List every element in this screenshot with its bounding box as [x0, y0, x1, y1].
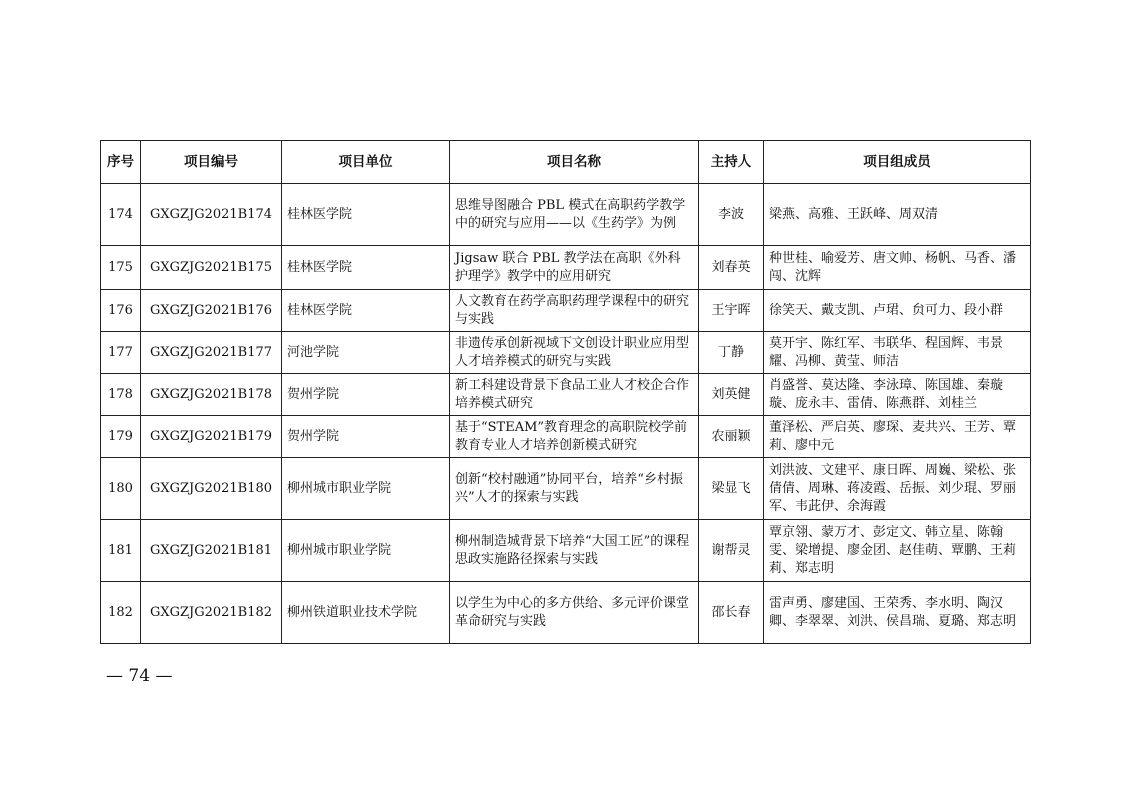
- cell-members: 莫开宇、陈红军、韦联华、程国辉、韦景耀、冯柳、黄莹、师洁: [764, 332, 1031, 374]
- cell-host: 谢帮灵: [699, 520, 764, 582]
- cell-name: 新工科建设背景下食品工业人才校企合作培养模式研究: [450, 374, 699, 416]
- cell-seq: 175: [101, 246, 141, 290]
- cell-unit: 桂林医学院: [282, 184, 450, 246]
- cell-host: 李波: [699, 184, 764, 246]
- cell-unit: 柳州城市职业学院: [282, 458, 450, 520]
- table-header: [101, 141, 1031, 184]
- page-number: — 74 —: [106, 666, 173, 686]
- cell-members: 董泽松、严启英、廖琛、麦共兴、王芳、覃莉、廖中元: [764, 416, 1031, 458]
- cell-name: 人文教育在药学高职药理学课程中的研究与实践: [450, 290, 699, 332]
- cell-unit: 贺州学院: [282, 416, 450, 458]
- cell-code: GXGZJG2021B182: [141, 582, 282, 644]
- cell-code: GXGZJG2021B177: [141, 332, 282, 374]
- cell-name: Jigsaw 联合 PBL 教学法在高职《外科护理学》教学中的应用研究: [450, 246, 699, 290]
- table-row: [101, 416, 1031, 458]
- table-row: [101, 582, 1031, 644]
- cell-members: 覃京翎、蒙万才、彭定文、韩立星、陈翰雯、梁增提、廖金团、赵佳萌、覃鹏、王莉莉、郑志明: [764, 520, 1031, 582]
- cell-code: GXGZJG2021B180: [141, 458, 282, 520]
- cell-name: 思维导图融合 PBL 模式在高职药学教学中的研究与应用——以《生药学》为例: [450, 184, 699, 246]
- cell-code: GXGZJG2021B175: [141, 246, 282, 290]
- cell-name: 创新“校村融通”协同平台，培养“乡村振兴”人才的探索与实践: [450, 458, 699, 520]
- cell-name: 柳州制造城背景下培养“大国工匠”的课程思政实施路径探索与实践: [450, 520, 699, 582]
- cell-seq: 180: [101, 458, 141, 520]
- cell-host: 农丽颖: [699, 416, 764, 458]
- cell-members: 种世桂、喻爱芳、唐文帅、杨帆、马香、潘闯、沈辉: [764, 246, 1031, 290]
- cell-host: 邵长春: [699, 582, 764, 644]
- cell-seq: 182: [101, 582, 141, 644]
- cell-seq: 177: [101, 332, 141, 374]
- cell-seq: 174: [101, 184, 141, 246]
- cell-unit: 河池学院: [282, 332, 450, 374]
- cell-seq: 176: [101, 290, 141, 332]
- cell-members: 雷声勇、廖建国、王荣秀、李水明、陶汉卿、李翠翠、刘洪、侯昌瑞、夏璐、郑志明: [764, 582, 1031, 644]
- cell-members: 肖盛誉、莫达隆、李泳璋、陈国雄、秦璇璇、庞永丰、雷倩、陈燕群、刘桂兰: [764, 374, 1031, 416]
- table-row: [101, 374, 1031, 416]
- cell-host: 刘春英: [699, 246, 764, 290]
- cell-name: 以学生为中心的多方供给、多元评价课堂革命研究与实践: [450, 582, 699, 644]
- cell-members: 梁燕、高雅、王跃峰、周双清: [764, 184, 1031, 246]
- cell-members: 刘洪波、文建平、康日晖、周巍、梁松、张倩倩、周琳、蒋凌霞、岳振、刘少琨、罗丽军、韦茈伊、余海霞: [764, 458, 1031, 520]
- cell-code: GXGZJG2021B178: [141, 374, 282, 416]
- header-unit: 项目单位: [282, 141, 450, 184]
- header-name: 项目名称: [450, 141, 699, 184]
- cell-code: GXGZJG2021B174: [141, 184, 282, 246]
- cell-unit: 桂林医学院: [282, 290, 450, 332]
- table-row: [101, 290, 1031, 332]
- cell-members: 徐笑天、戴支凯、卢珺、贠可力、段小群: [764, 290, 1031, 332]
- header-host: 主持人: [699, 141, 764, 184]
- cell-unit: 柳州城市职业学院: [282, 520, 450, 582]
- cell-host: 梁显飞: [699, 458, 764, 520]
- project-table: [100, 140, 1031, 644]
- cell-unit: 柳州铁道职业技术学院: [282, 582, 450, 644]
- cell-host: 王宇晖: [699, 290, 764, 332]
- cell-seq: 181: [101, 520, 141, 582]
- table-row: [101, 458, 1031, 520]
- cell-name: 基于“STEAM”教育理念的高职院校学前教育专业人才培养创新模式研究: [450, 416, 699, 458]
- header-members: 项目组成员: [764, 141, 1031, 184]
- cell-code: GXGZJG2021B181: [141, 520, 282, 582]
- cell-code: GXGZJG2021B176: [141, 290, 282, 332]
- header-seq: 序号: [101, 141, 141, 184]
- header-row: [101, 141, 1031, 184]
- cell-code: GXGZJG2021B179: [141, 416, 282, 458]
- table-row: [101, 184, 1031, 246]
- table-row: [101, 246, 1031, 290]
- cell-name: 非遗传承创新视域下文创设计职业应用型人才培养模式的研究与实践: [450, 332, 699, 374]
- table-row: [101, 520, 1031, 582]
- cell-host: 刘英健: [699, 374, 764, 416]
- header-code: 项目编号: [141, 141, 282, 184]
- table-row: [101, 332, 1031, 374]
- cell-unit: 桂林医学院: [282, 246, 450, 290]
- cell-seq: 179: [101, 416, 141, 458]
- cell-unit: 贺州学院: [282, 374, 450, 416]
- cell-seq: 178: [101, 374, 141, 416]
- cell-host: 丁静: [699, 332, 764, 374]
- table-body: [101, 184, 1031, 644]
